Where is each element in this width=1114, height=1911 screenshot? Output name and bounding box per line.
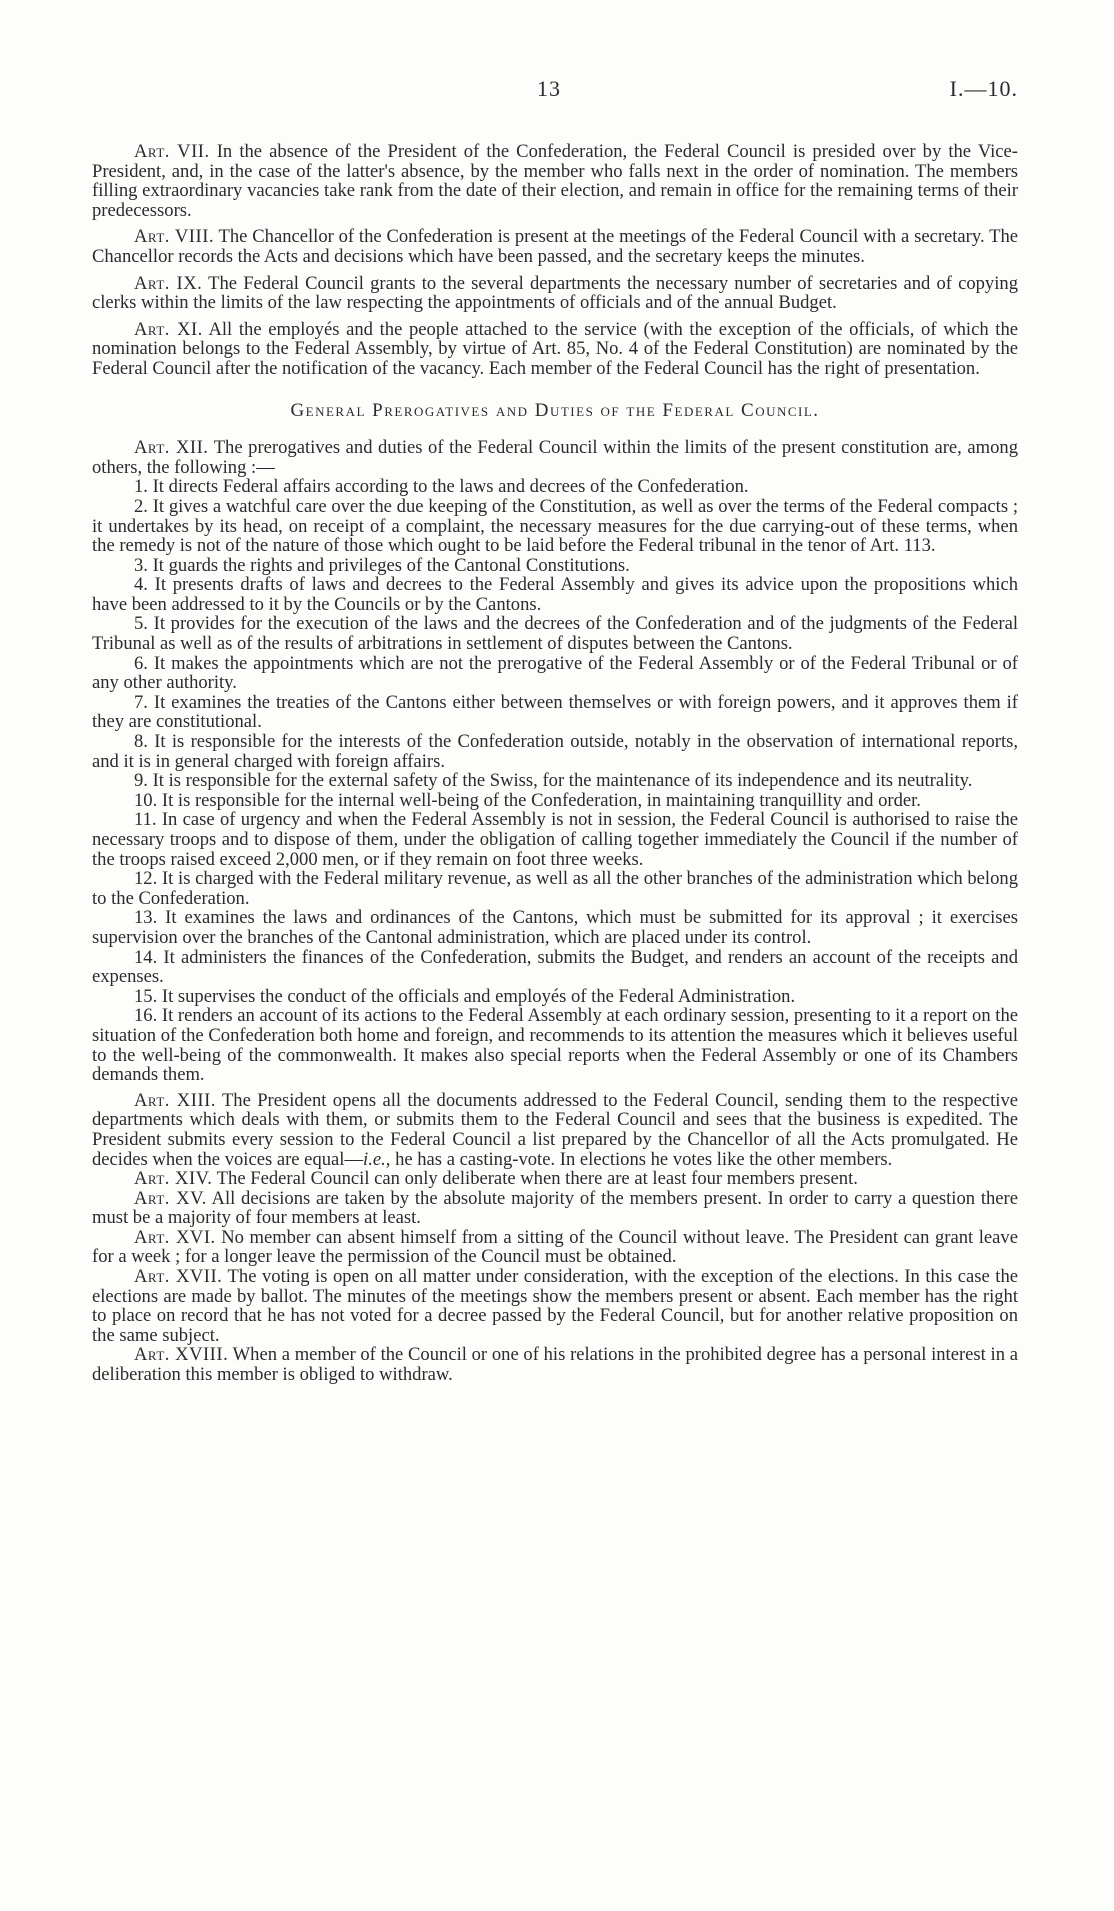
article-emphasis: i.e. (363, 1148, 386, 1170)
article-label: Art. IX. (134, 272, 203, 294)
list-item: 15. It supervises the conduct of the officials and employés of the Federal Administration. (134, 985, 796, 1007)
list-item: 13. It examines the laws and ordinances of the Cantons, which must be submitted for its approval ; it exercises supervision over the branches of the Cantonal administration, which are placed under its control. (92, 907, 1018, 948)
article-label: Art. XVIII. (134, 1344, 229, 1366)
list-item: 1. It directs Federal affairs according to the laws and decrees of the Confederation. (134, 476, 749, 498)
article-xii (92, 438, 1018, 477)
article-text: The voting is open on all matter under consideration, with the exception of the elections. In this case the elections are made by ballot. The minutes of the meetings show the members present or absent. Each member has the right to place on record that he has not voted for a decree passed by the Federal Council, but for another relative proposition on the same subject. (92, 1266, 1018, 1346)
article-label: Art. XV. (134, 1187, 207, 1209)
article-text: All decisions are taken by the absolute majority of the members present. In order to carry a question there must be a majority of four members at least. (92, 1187, 1018, 1229)
article-text: In the absence of the President of the Confederation, the Federal Council is presided over by the Vice-President, and, in the case of the latter's absence, by the member who falls next in the order of nomination. The members filling extraordinary vacancies take rank from the date of their election, and remain in office for the remaining terms of their predecessors. (92, 141, 1018, 221)
article-text: The President opens all the documents addressed to the Federal Council, sending them to the respective departments which deals with them, or submits them to the Federal Council and sees that the business is expedited. The President submits every session to the Federal Council a list prepared by the Chancellor of all the Acts promulgated. He decides when the voices are equal— (92, 1089, 1018, 1170)
article-text: The prerogatives and duties of the Federal Council within the limits of the present constitution are, among others, the following :— (92, 437, 1018, 478)
article-text: All the employés and the people attached to the service (with the exception of the officials, of which the nomination belongs to the Federal Assembly, by virtue of Art. 85, No. 4 of the Federal Constitution) are nominated by the Federal Council after the notification of the vacancy. Each member of the Federal Council has the right of presentation. (92, 318, 1018, 379)
article-label: Art. XIII. (134, 1089, 216, 1111)
article-text: The Federal Council can only deliberate when there are at least four members present. (212, 1168, 858, 1190)
article-label: Art. XII. (134, 437, 209, 459)
article-label: Art. XVII. (134, 1266, 223, 1288)
article-label: Art. VIII. (134, 226, 215, 248)
list-item: 12. It is charged with the Federal military revenue, as well as all the other branches of the administration which belong to the Confederation. (92, 868, 1018, 909)
document-reference: I.—10. (949, 76, 1018, 101)
article-text-tail: , he has a casting-vote. In elections he votes like the other members. (385, 1148, 893, 1170)
article-label: Art. XIV. (134, 1168, 213, 1190)
article-text: When a member of the Council or one of his relations in the prohibited degree has a personal interest in a deliberation this member is obliged to withdraw. (92, 1344, 1018, 1386)
article-ix (92, 274, 1018, 313)
list-item: 5. It provides for the execution of the laws and the decrees of the Confederation and of the judgments of the Federal Tribunal as well as of the results of arbitrations in settlement of disputes between the Cantons. (92, 613, 1018, 655)
list-item: 16. It renders an account of its actions to the Federal Assembly at each ordinary session, presenting to it a report on the situation of the Confederation both home and foreign, and recommends to its attention the measures which it believes useful to the well-being of the commonwealth. It makes also special reports when the Federal Assembly or one of its Chambers demands them. (92, 1005, 1018, 1086)
article-xiii (92, 1091, 1018, 1169)
article-xv (92, 1189, 1018, 1228)
article-text: No member can absent himself from a sitting of the Council without leave. The President can grant leave for a week ; for a longer leave the permission of the Council must be obtained. (92, 1226, 1018, 1268)
section-heading: General Prerogatives and Duties of the Federal Council. (290, 399, 820, 421)
list-item: 10. It is responsible for the internal well-being of the Confederation, in maintaining tranquillity and order. (134, 789, 921, 811)
list-item: 6. It makes the appointments which are not the prerogative of the Federal Assembly or of the Federal Tribunal or of any other authority. (92, 652, 1018, 694)
article-xi (92, 320, 1018, 379)
list-item: 7. It examines the treaties of the Cantons either between themselves or with foreign powers, and it approves them if they are constitutional. (92, 691, 1018, 733)
page-number: 13 (537, 76, 561, 101)
list-item: 8. It is responsible for the interests of the Confederation outside, notably in the observation of international reports, and it is in general charged with foreign affairs. (92, 731, 1018, 772)
article-xiv (92, 1169, 1018, 1189)
article-text: The Chancellor of the Confederation is present at the meetings of the Federal Council with a secretary. The Chancellor records the Acts and decisions which have been passed, and the secretary keeps the minutes. (92, 226, 1018, 267)
list-item: 11. In case of urgency and when the Federal Assembly is not in session, the Federal Council is authorised to raise the necessary troops and to dispose of them, under the obligation of calling together immediately the Council if the number of the troops raised exceed 2,000 men, or if they remain on foot three weeks. (92, 809, 1018, 870)
list-item: 3. It guards the rights and privileges of the Cantonal Constitutions. (134, 554, 630, 576)
article-xvii (92, 1267, 1018, 1345)
article-label: Art. VII. (134, 141, 210, 162)
article-text: The Federal Council grants to the several departments the necessary number of secretaries and of copying clerks within the limits of the law respecting the appointments of officials and of the annual Budget. (92, 272, 1018, 314)
document-body (92, 142, 1018, 1385)
article-label: Art. XVI. (134, 1226, 216, 1248)
list-item: 4. It presents drafts of laws and decrees to the Federal Assembly and gives its advice upon the propositions which have been addressed to it by the Councils or by the Cantons. (92, 574, 1018, 615)
list-item: 9. It is responsible for the external safety of the Swiss, for the maintenance of its independence and its neutrality. (134, 770, 973, 792)
article-xviii (92, 1345, 1018, 1384)
article-xvi (92, 1228, 1018, 1267)
list-item: 2. It gives a watchful care over the due keeping of the Constitution, as well as over the terms of the Federal compacts ; it undertakes by its head, on receipt of a complaint, the necessary measures for the due carrying-out of these terms, when the remedy is not of the nature of those which ought to be laid before the Federal tribunal in the tenor of Art. 113. (92, 495, 1018, 557)
article-vii (92, 142, 1018, 220)
page-header (0, 76, 1114, 106)
article-label: Art. XI. (134, 318, 203, 340)
list-item: 14. It administers the finances of the Confederation, submits the Budget, and renders an account of the receipts and expenses. (92, 946, 1018, 988)
article-viii (92, 227, 1018, 266)
